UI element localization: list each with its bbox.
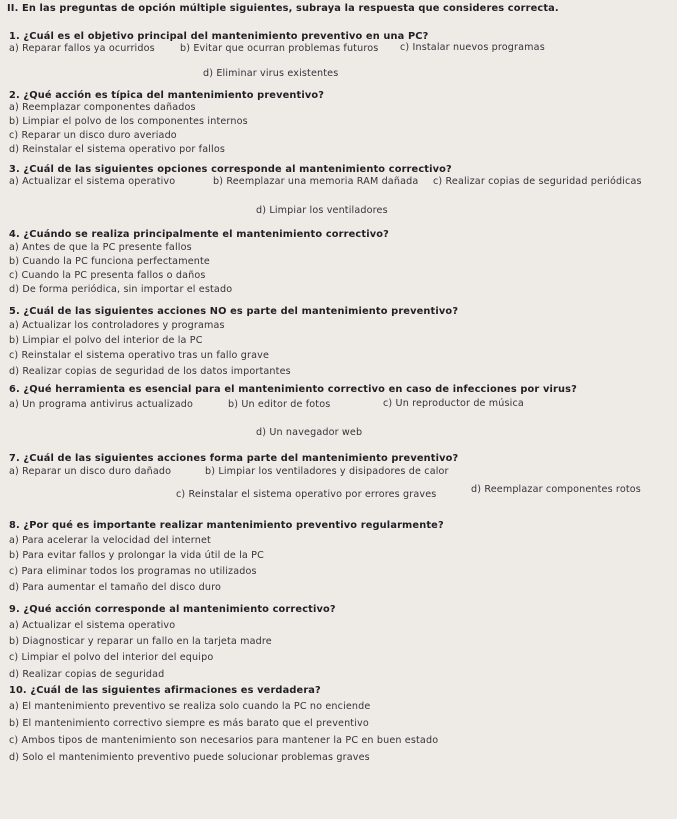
q4-option-b[interactable]: b) Cuando la PC funciona perfectamente [9, 256, 210, 267]
q5-option-d[interactable]: d) Realizar copias de seguridad de los datos importantes [9, 366, 291, 377]
q8-option-b[interactable]: b) Para evitar fallos y prolongar la vida útil de la PC [9, 550, 264, 561]
q1-option-c[interactable]: c) Instalar nuevos programas [400, 42, 545, 53]
q7-option-c[interactable]: c) Reinstalar el sistema operativo por errores graves [176, 489, 437, 500]
question-3: 3. ¿Cuál de las siguientes opciones corresponde al mantenimiento correctivo? [9, 164, 452, 175]
q7-option-a[interactable]: a) Reparar un disco duro dañado [9, 466, 172, 477]
question-4: 4. ¿Cuándo se realiza principalmente el mantenimiento correctivo? [9, 229, 389, 240]
q10-option-b[interactable]: b) El mantenimiento correctivo siempre es más barato que el preventivo [9, 718, 369, 729]
q1-option-a[interactable]: a) Reparar fallos ya ocurridos [9, 43, 155, 54]
q4-option-c[interactable]: c) Cuando la PC presenta fallos o daños [9, 270, 206, 281]
q5-option-a[interactable]: a) Actualizar los controladores y programas [9, 320, 225, 331]
section-header: II. En las preguntas de opción múltiple siguientes, subraya la respuesta que consideres correcta. [7, 3, 559, 14]
q2-option-b[interactable]: b) Limpiar el polvo de los componentes internos [9, 116, 248, 127]
q6-option-a[interactable]: a) Un programa antivirus actualizado [9, 399, 193, 410]
q4-option-a[interactable]: a) Antes de que la PC presente fallos [9, 242, 192, 253]
q8-option-d[interactable]: d) Para aumentar el tamaño del disco duro [9, 582, 221, 593]
q3-option-b[interactable]: b) Reemplazar una memoria RAM dañada [213, 176, 419, 187]
q5-option-b[interactable]: b) Limpiar el polvo del interior de la PC [9, 335, 203, 346]
q2-option-d[interactable]: d) Reinstalar el sistema operativo por fallos [9, 144, 226, 155]
q3-option-c[interactable]: c) Realizar copias de seguridad periódicas [433, 176, 642, 187]
q2-option-c[interactable]: c) Reparar un disco duro averiado [9, 130, 177, 141]
q10-option-d[interactable]: d) Solo el mantenimiento preventivo puede solucionar problemas graves [9, 752, 370, 763]
q4-option-d[interactable]: d) De forma periódica, sin importar el estado [9, 284, 233, 295]
q10-option-c[interactable]: c) Ambos tipos de mantenimiento son necesarios para mantener la PC en buen estado [9, 735, 439, 746]
question-7: 7. ¿Cuál de las siguientes acciones forma parte del mantenimiento preventivo? [9, 453, 459, 464]
q2-option-a[interactable]: a) Reemplazar componentes dañados [9, 102, 196, 113]
q9-option-c[interactable]: c) Limpiar el polvo del interior del equipo [9, 652, 214, 663]
question-9: 9. ¿Qué acción corresponde al mantenimiento correctivo? [9, 604, 336, 615]
q3-option-a[interactable]: a) Actualizar el sistema operativo [9, 176, 176, 187]
question-6: 6. ¿Qué herramienta es esencial para el mantenimiento correctivo en caso de infecciones por virus? [9, 384, 577, 395]
question-1: 1. ¿Cuál es el objetivo principal del mantenimiento preventivo en una PC? [9, 31, 429, 42]
q5-option-c[interactable]: c) Reinstalar el sistema operativo tras un fallo grave [9, 350, 269, 361]
q6-option-c[interactable]: c) Un reproductor de música [383, 398, 524, 409]
q9-option-a[interactable]: a) Actualizar el sistema operativo [9, 620, 176, 631]
question-5: 5. ¿Cuál de las siguientes acciones NO es parte del mantenimiento preventivo? [9, 306, 459, 317]
question-2: 2. ¿Qué acción es típica del mantenimiento preventivo? [9, 90, 325, 101]
question-8: 8. ¿Por qué es importante realizar mantenimiento preventivo regularmente? [9, 520, 444, 531]
q7-option-b[interactable]: b) Limpiar los ventiladores y disipadores de calor [205, 466, 449, 477]
q8-option-a[interactable]: a) Para acelerar la velocidad del internet [9, 535, 211, 546]
q6-option-b[interactable]: b) Un editor de fotos [228, 399, 331, 410]
q7-option-d[interactable]: d) Reemplazar componentes rotos [471, 484, 641, 495]
q3-option-d[interactable]: d) Limpiar los ventiladores [256, 205, 388, 216]
q8-option-c[interactable]: c) Para eliminar todos los programas no utilizados [9, 566, 257, 577]
q6-option-d[interactable]: d) Un navegador web [256, 427, 363, 438]
q1-option-d[interactable]: d) Eliminar virus existentes [203, 68, 339, 79]
q1-option-b[interactable]: b) Evitar que ocurran problemas futuros [180, 43, 379, 54]
q10-option-a[interactable]: a) El mantenimiento preventivo se realiza solo cuando la PC no enciende [9, 701, 371, 712]
question-10: 10. ¿Cuál de las siguientes afirmaciones es verdadera? [9, 685, 321, 696]
q9-option-d[interactable]: d) Realizar copias de seguridad [9, 669, 165, 680]
q9-option-b[interactable]: b) Diagnosticar y reparar un fallo en la tarjeta madre [9, 636, 272, 647]
